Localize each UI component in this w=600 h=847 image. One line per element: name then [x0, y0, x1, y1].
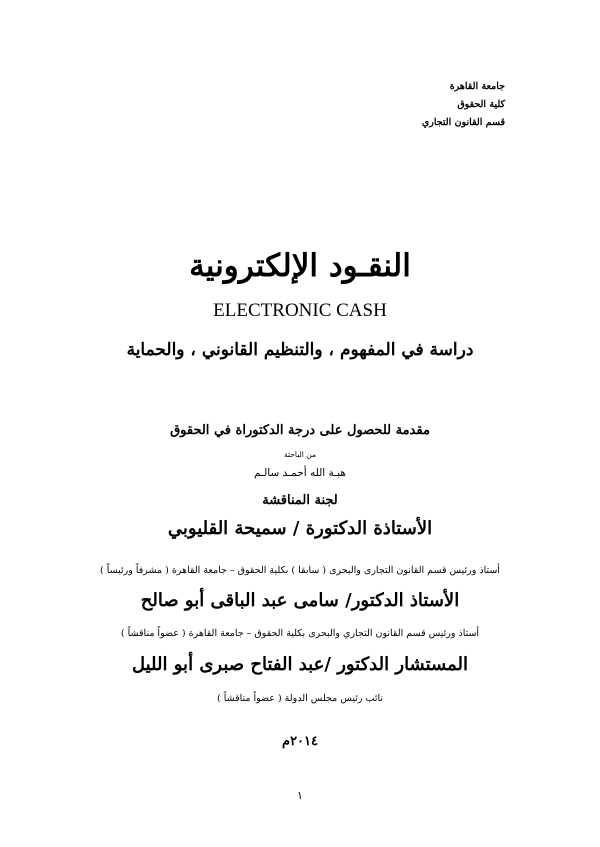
researcher-name: هبـة الله أحمـد سالـم — [254, 467, 346, 479]
thesis-title-arabic: النقـود الإلكترونية — [189, 248, 411, 284]
committee-heading: لجنة المناقشة — [262, 493, 338, 508]
committee-member-name: الأستاذ الدكتور/ سامى عبد الباقى أبو صالح — [140, 590, 460, 611]
faculty-name: كلية الحقوق — [457, 99, 505, 110]
thesis-title-english: ELECTRONIC CASH — [213, 300, 387, 321]
page-number: ١ — [297, 789, 303, 802]
university-name: جامعة القاهرة — [449, 81, 505, 92]
committee-member-role: أستاذ ورئيس قسم القانون التجارى والبحرى ( سابقا ) بكلية الحقوق – جامعة القاهرة ( مشرفاً ورئيساً ) — [100, 565, 500, 576]
thesis-subtitle: دراسة في المفهوم ، والتنظيم القانوني ، والحماية — [126, 340, 474, 360]
institution-header — [422, 78, 505, 132]
committee-member-role: نائب رئيس مجلس الدولة ( عضواً مناقشاً ) — [216, 693, 384, 704]
thesis-year: ٢٠١٤م — [282, 734, 318, 749]
researcher-label: من الباحثة — [284, 450, 316, 459]
degree-statement: مقدمة للحصول على درجة الدكتوراة في الحقوق — [170, 423, 430, 438]
committee-member-name: الأستاذة الدكتورة / سميحة القليوبي — [167, 518, 433, 539]
committee-member-name: المستشار الدكتور /عبد الفتاح صبرى أبو الليل — [131, 654, 468, 675]
committee-member-role: أستاذ ورئيس قسم القانون التجاري والبحرى بكلية الحقوق – جامعة القاهرة ( عضواً مناقشاً ) — [120, 628, 480, 639]
department-name: قسم القانون التجاري — [421, 117, 505, 128]
